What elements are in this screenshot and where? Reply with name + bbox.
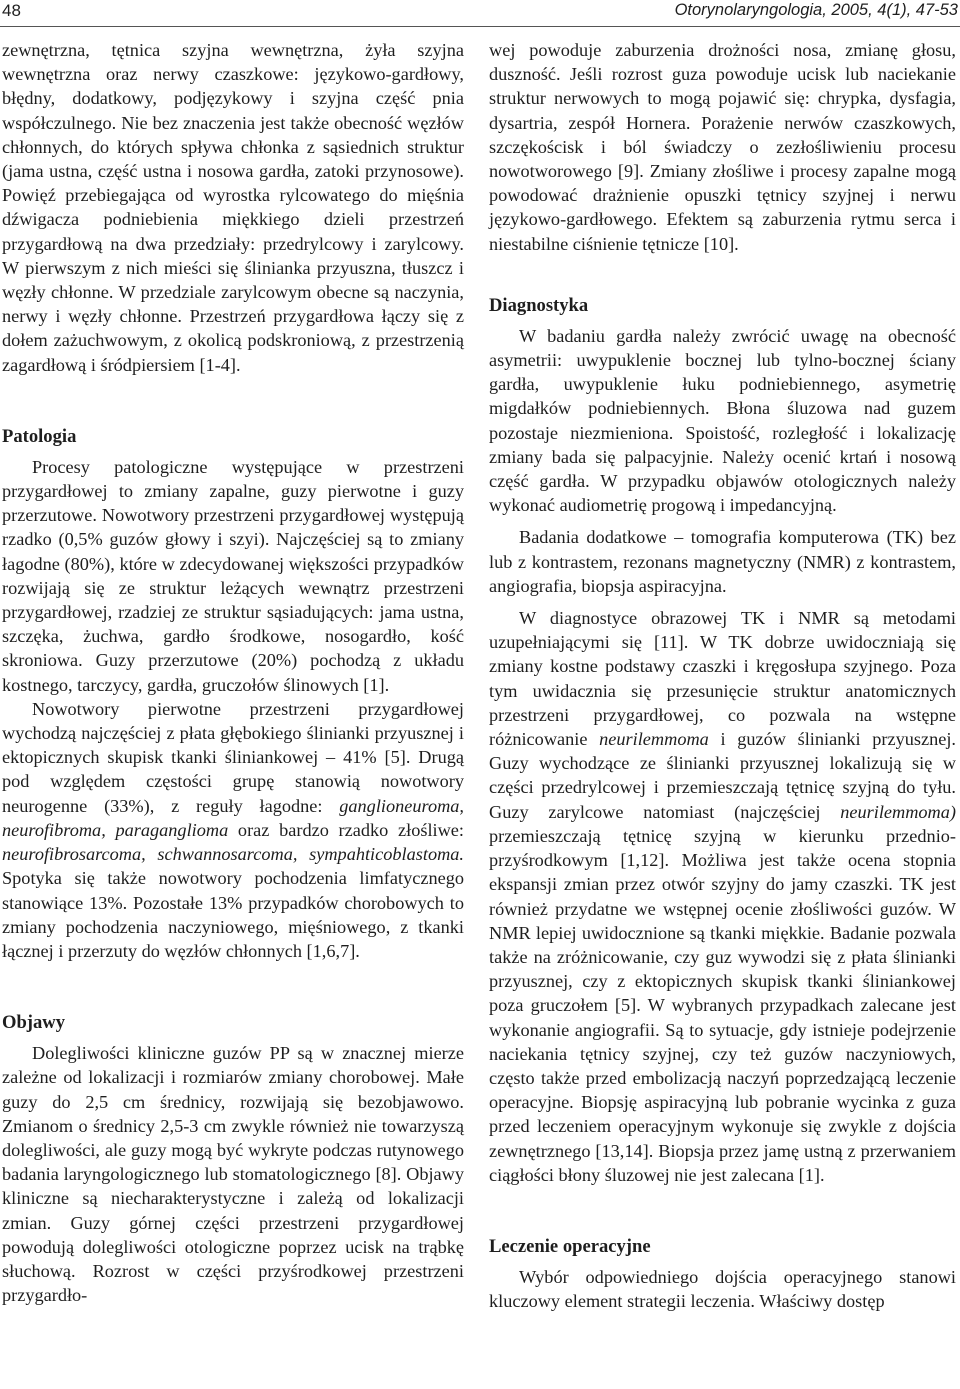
header-rule <box>0 26 960 27</box>
left-column <box>2 38 464 1307</box>
paragraph: W badaniu gardła należy zwrócić uwagę na obecność asymetrii: uwypuklenie bocznej lub tylno-bocznej ściany gardła, uwypuklenie łuku podniebiennego, asymetrię migdałków podniebiennych. Błona śluzowa nad guzem pozostaje niezmieniona. Spoistość, rozległość i lokalizację zmiany bada się palpacyjnie. Należy ocenić krtań i nosową część gardła. W przypadku objawów otologicznych należy wykonać audiometrię progową i impedancyjną. <box>489 325 956 516</box>
paragraph: Procesy patologiczne występujące w przestrzeni przygardłowej to zmiany zapalne, guzy pierwotne i guzy przerzutowe. Nowotwory przestrzeni przygardłowej występują rzadko (0,5% guzów głowy i szyi). Najczęściej są to zmiany łagodne (80%), które w zdecydowanej większości przypadków rozwijają się ze struktur leżących wewnątrz przestrzeni przygardłowej, rzadziej ze struktur sąsiadujących: jama ustna, szczęka, żuchwa, gardło środkowe, nosogardło, kość skroniowa. Guzy przerzutowe (20%) pochodzą z układu kostnego, tarczycy, gardła, gruczołów ślinowych [1]. <box>2 456 464 695</box>
right-column <box>489 38 956 1313</box>
paragraph: zewnętrzna, tętnica szyjna wewnętrzna, żyła szyjna wewnętrzna oraz nerwy czaszkowe: językowo-gardłowy, błędny, dodatkowy, podjęzykowy i szyjna część pnia współczulnego. Nie bez znaczenia jest także obecność węzłów chłonnych, do których spływa chłonka z sąsiednich struktur (jama ustna, część ustna i nosowa gardła, zatoki przynosowe). Powięź przebiegająca od wyrostka rylcowatego do mięśnia dźwigacza podniebienia miękkiego dzieli przestrzeń przygardłową na dwa przedziały: przedrylcowy i zarylcowy. W pierwszym z nich mieści się ślinianka przyuszna, tłuszcz i węzły chłonne. W przedziale zarylcowym obecne są naczynia, nerwy i węzły chłonne. Przestrzeń przygardłowa łączy się z dołem zażuchwowym, z okolicą podskroniową, z przestrzenią zagardłową i śródpiersiem [1-4]. <box>2 40 464 375</box>
section-heading-diagnostyka: Diagnostyka <box>489 294 589 316</box>
page-number: 48 <box>2 1 21 20</box>
paragraph: Dolegliwości kliniczne guzów PP są w znacznej mierze zależne od lokalizacji i rozmiarów zmiany chorobowej. Małe guzy do 2,5 cm średnicy, rozwijają się bezobjawowo. Zmianom o średnicy 2,5-3 cm zwykle również nie towarzyszą dolegliwości, ale guzy mogą być wykryte podczas rutynowego badania laryngologicznego lub stomatologicznego [8]. Objawy kliniczne są niecharakterystyczne i zależą od lokalizacji zmian. Guzy górnej części przestrzeni przygardłowej powodują dolegliwości otologiczne poprzez ucisk na trąbkę słuchową. Rozrost w części przyśrodkowej przestrzeni przygardło- <box>2 1043 464 1306</box>
paragraph: Nowotwory pierwotne przestrzeni przygardłowej wychodzą najczęściej z płata głębokiego ślinianki przyusznej i ektopicznych skupisk tkanki śliniankowej – 41% [5]. Drugą pod względem częstości grupę stanowią nowotwory neurogenne (33%), z reguły łagodne: ganglioneuroma, neurofibroma, paraganglioma oraz bardzo rzadko złośliwe: neurofibrosarcoma, schwannosarcoma, sympahticoblastoma. Spotyka się także nowotwory pochodzenia limfatycznego stanowiące 13%. Pozostałe 13% przypadków chorobowych to zmiany pochodzenia naczyniowego, mięśniowego, z tkanki łącznej i przerzuty do węzłów chłonnych [1,6,7]. <box>2 698 464 961</box>
paragraph: wej powoduje zaburzenia drożności nosa, zmianę głosu, duszność. Jeśli rozrost guza powoduje ucisk lub naciekanie struktur nerwowych to mogą pojawić się: chrypka, dysfagia, dysartria, zespół Hornera. Porażenie nerwów czaszkowych, szczękościsk i ból świadczy o zezłośliwieniu procesu nowotworowego [9]. Zmiany złośliwe i procesy zapalne mogą powodować drażnienie opuszki tętnicy szyjnej i nerwu językowo-gardłowego. Efektem są zaburzenia rytmu serca i niestabilne ciśnienie tętnicze [10]. <box>489 40 956 254</box>
section-heading-patologia: Patologia <box>2 425 77 447</box>
paragraph: W diagnostyce obrazowej TK i NMR są metodami uzupełniającymi się [11]. W TK dobrze uwidoczniają się zmiany kostne podstawy czaszki i kręgosłupa szyjnego. Poza tym uwidacznia się przesunięcie struktur anatomicznych przestrzeni przygardłowej, co pozwala na wstępne różnicowanie neurilemmoma i guzów ślinianki przyusznej. Guzy wychodzące ze ślinianki przyusznej lokalizują się w części przedrylcowej i przemieszczają tętnicę szyjną do tyłu. Guzy zarylcowe natomiast (najczęściej neurilemmoma) przemieszczają tętnicę szyjną w kierunku przednio-przyśrodkowym [1,12]. Możliwa jest także ocena stopnia ekspansji zmian przez otwór szyjny do jamy czaszki. TK jest również przydatne we wstępnej ocenie złośliwości guzów. W NMR lepiej uwidocznione są tkanki miękkie. Badanie pozwala także na zróżnicowanie, czy guz wywodzi się z płata ślinianki przyusznej, czy z ektopicznych skupisk tkanki śliniankowej poza gruczołem [5]. W wybranych przypadkach zalecane jest wykonanie angiografii. Są to sytuacje, gdy istnieje podejrzenie naciekania tętnicy szyjnej, czy też guzów naczyniowych, często także przed embolizacją naczyń poprzedzającą leczenie operacyjne. Biopsję aspiracyjną lub pobranie wycinka z guza przed leczeniem operacyjnym wykonuje się zwykle z dojścia zewnętrznego [13,14]. Biopsja przez jamę ustną z przerwaniem ciągłości błony śluzowej nie jest zalecana [1]. <box>489 608 956 1185</box>
section-heading-objawy: Objawy <box>2 1012 66 1034</box>
journal-reference: Otorynolaryngologia, 2005, 4(1), 47-53 <box>674 1 958 19</box>
paragraph: Badania dodatkowe – tomografia komputerowa (TK) bez lub z kontrastem, rezonans magnetyczny (NMR) z kontrastem, angiografia, biopsja aspiracyjna. <box>489 527 956 596</box>
paragraph: Wybór odpowiedniego dojścia operacyjnego stanowi kluczowy element strategii leczenia. Właściwy dostęp <box>489 1266 956 1312</box>
page-header <box>0 0 960 22</box>
section-heading-leczenie-operacyjne: Leczenie operacyjne <box>489 1235 651 1257</box>
